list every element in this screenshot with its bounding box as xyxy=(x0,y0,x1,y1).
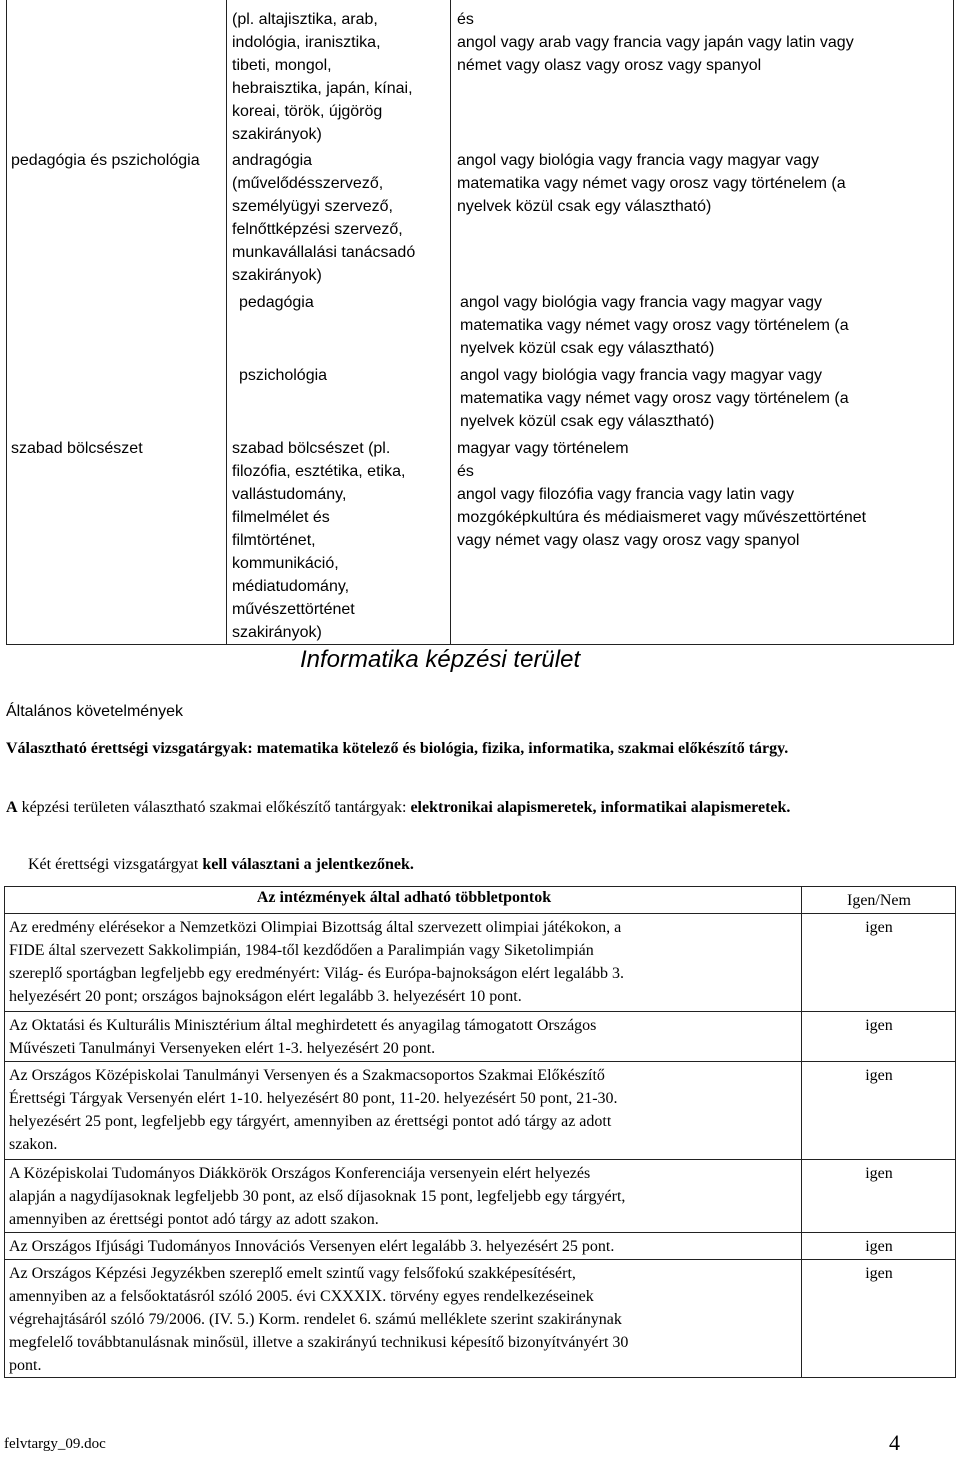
page-number: 4 xyxy=(889,1430,900,1455)
row-divider xyxy=(5,913,955,914)
prep-subjects-list: elektronikai alapismeretek, informatikai alapismeretek. xyxy=(410,799,791,816)
row-divider xyxy=(5,1011,955,1012)
general-requirements-label: Általános követelmények xyxy=(6,703,183,720)
table-row-value: igen xyxy=(865,1017,893,1034)
major-cell: (pl. altajisztika, arab, indológia, iranisztika, tibeti, mongol, hebraisztika, japán, kínai, koreai, török, újgörög szakirányok) xyxy=(232,11,413,143)
table-row-value: igen xyxy=(865,1238,893,1255)
major-cell: pszichológia xyxy=(239,367,328,384)
column-divider xyxy=(450,0,451,645)
elective-subjects-paragraph xyxy=(6,737,950,760)
majors-table xyxy=(6,0,954,645)
table-row-text: Az Oktatási és Kulturális Minisztérium által meghirdetett és anyagilag támogatott Országos Művészeti Tanulmányi Versenyeken elért 1-3. helyezésért 20 pont. xyxy=(9,1017,597,1057)
exam-count-bold: kell választani a jelentkezőnek. xyxy=(202,856,414,873)
row-divider xyxy=(5,1259,955,1260)
table-row-text: Az Országos Képzési Jegyzékben szereplő emelt szintű vagy felsőfokú szakképesítésért, amennyiben az a felsőoktatásról szóló 2005. évi CXXXIX. törvény egyes rendelkezéseinek végrehajtásáról szóló 79/2006. (IV. 5.) Korm. rendelet 6. számú melléklete szerint szakiránynak megfelelő továbbtanulásnak minősül, illetve a szakirányú technikusi képesítő bizonyítványért 30 pont. xyxy=(9,1265,629,1374)
table-row-value: igen xyxy=(865,1165,893,1182)
subjects-cell: angol vagy biológia vagy francia vagy magyar vagy matematika vagy német vagy orosz vagy történelem (a nyelvek közül csak egy választható) xyxy=(460,294,849,357)
row-divider xyxy=(5,1232,955,1233)
subjects-cell: és angol vagy arab vagy francia vagy japán vagy latin vagy német vagy olasz vagy orosz vagy spanyol xyxy=(457,11,854,74)
subjects-cell: angol vagy biológia vagy francia vagy magyar vagy matematika vagy német vagy orosz vagy történelem (a nyelvek közül csak egy választható) xyxy=(460,367,849,430)
table-row-text: A Középiskolai Tudományos Diákkörök Országos Konferenciája versenyein elért helyezés alapján a nagydíjasoknak legfeljebb 30 pont, az első díjasoknak 15 pont, legfeljebb egy tárgyért, amennyiben az érettségi pontot adó tárgy az adott szakon. xyxy=(9,1165,626,1228)
row-divider xyxy=(5,1159,955,1160)
prep-subjects-paragraph xyxy=(6,796,950,819)
elective-subjects-text: Választható érettségi vizsgatárgyak: matematika kötelező és biológia, fizika, informatika, szakmai előkészítő tárgy. xyxy=(6,740,789,757)
table-row-text: Az Országos Ifjúsági Tudományos Innovációs Versenyen elért legalább 3. helyezésért 25 pont. xyxy=(9,1238,615,1255)
table-header-right: Igen/Nem xyxy=(847,892,911,909)
table-row-value: igen xyxy=(865,1067,893,1084)
lead-word: A xyxy=(6,799,18,816)
exam-count-text: Két érettségi vizsgatárgyat xyxy=(28,856,203,873)
major-cell: pedagógia xyxy=(239,294,314,311)
table-row-text: Az Országos Középiskolai Tanulmányi Versenyen és a Szakmacsoportos Szakmai Előkészítő Érettségi Tárgyak Versenyén elért 1-10. helyezésért 80 pont, 11-20. helyezésért 50 pont, 21-30. helyezésért 25 pont, legfeljebb egy tárgyért, amennyiben az érettségi pontot adó tárgy az adott szakon. xyxy=(9,1067,618,1153)
table-row-value: igen xyxy=(865,919,893,936)
area-cell: szabad bölcsészet xyxy=(11,440,143,457)
exam-count-paragraph xyxy=(28,853,928,876)
section-heading: Informatika képzési terület xyxy=(300,646,581,673)
table-row-text: Az eredmény elérésekor a Nemzetközi Olimpiai Bizottság által szervezett olimpiai játékokon, a FIDE által szervezett Sakkolimpián, 1984-től kezdődően a Paralimpián vagy Siketolimpián szereplő sportágban legfeljebb egy eredményért: Világ- és Európa-bajnokságon elért legalább 3. helyezésért 20 pont; országos bajnokságon elért legalább 3. helyezésért 10 pont. xyxy=(9,919,624,1005)
major-cell: szabad bölcsészet (pl. filozófia, esztétika, etika, vallástudomány, filmelmélet és filmtörténet, kommunikáció, médiatudomány, művészettörténet szakirányok) xyxy=(232,440,406,641)
table-row-value: igen xyxy=(865,1265,893,1282)
subjects-cell: magyar vagy történelem és angol vagy filozófia vagy francia vagy latin vagy mozgóképkultúra és médiaismeret vagy művészettörténet vagy német vagy olasz vagy orosz vagy spanyol xyxy=(457,440,867,549)
prep-subjects-text: képzési területen választható szakmai előkészítő tantárgyak: xyxy=(17,799,411,816)
major-cell: andragógia (művelődésszervező, személyügyi szervező, felnőttképzési szervező, munkavállalási tanácsadó szakirányok) xyxy=(232,152,416,284)
bonus-points-table xyxy=(4,886,956,1378)
row-divider xyxy=(5,1061,955,1062)
column-divider xyxy=(226,0,227,645)
area-cell: pedagógia és pszichológia xyxy=(11,152,200,169)
footer-filename: felvtargy_09.doc xyxy=(4,1436,106,1452)
subjects-cell: angol vagy biológia vagy francia vagy magyar vagy matematika vagy német vagy orosz vagy történelem (a nyelvek közül csak egy választható) xyxy=(457,152,846,215)
table-header: Az intézmények által adható többletpontok xyxy=(256,889,552,906)
column-divider xyxy=(801,887,802,1377)
